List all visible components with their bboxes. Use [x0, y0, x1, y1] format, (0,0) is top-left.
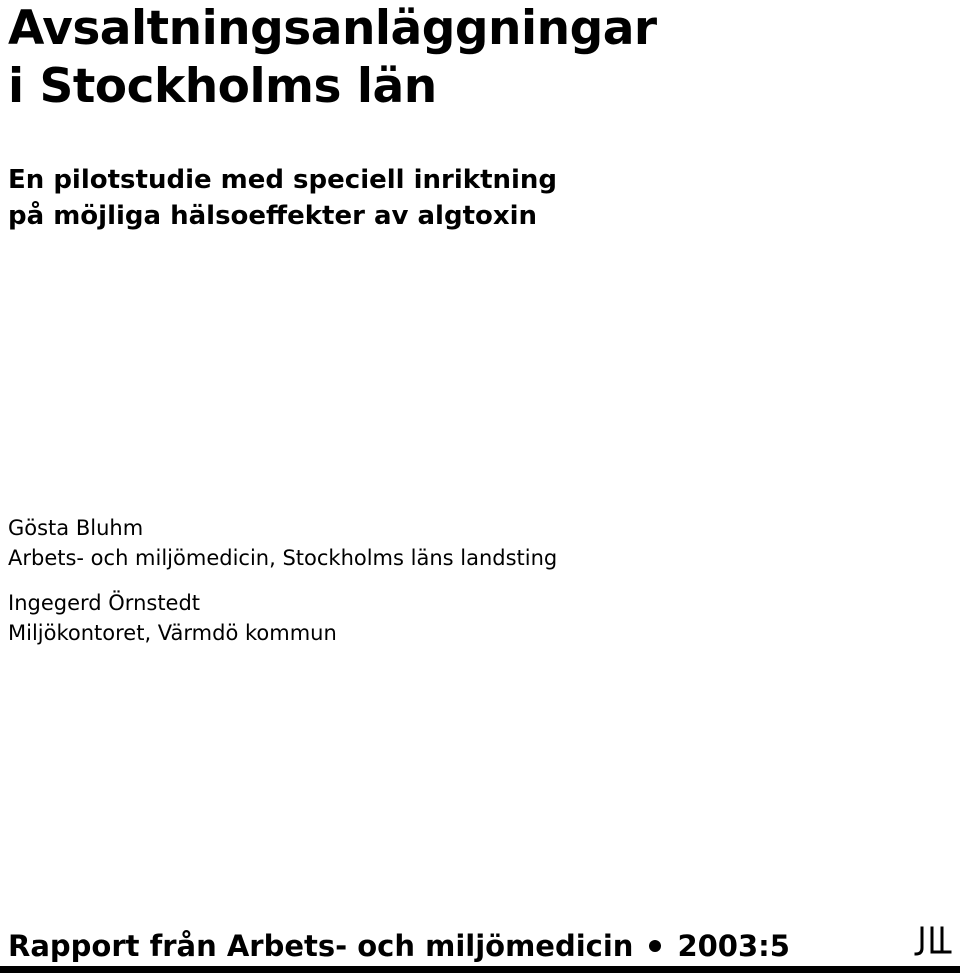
- report-series-name: Rapport från Arbets- och miljömedicin: [8, 929, 634, 963]
- report-number: 2003:5: [677, 929, 790, 963]
- author-block-2: [8, 588, 337, 648]
- report-subtitle: [8, 162, 557, 234]
- sll-logo-icon: [912, 926, 952, 958]
- author-affiliation: Arbets- och miljömedicin, Stockholms läns landsting: [8, 546, 558, 570]
- report-series-footer: [8, 926, 790, 966]
- bullet-dot-icon: [649, 940, 661, 952]
- author-affiliation: Miljökontoret, Värmdö kommun: [8, 621, 337, 645]
- author-name: Ingegerd Örnstedt: [8, 591, 201, 615]
- report-subtitle-line-1: En pilotstudie med speciell inriktning: [8, 165, 558, 195]
- report-title-line-1: Avsaltningsanläggningar: [8, 1, 657, 56]
- author-block-1: [8, 513, 557, 573]
- author-name: Gösta Bluhm: [8, 516, 144, 540]
- report-title: [8, 0, 657, 116]
- report-title-line-2: i Stockholms län: [8, 59, 437, 114]
- report-subtitle-line-2: på möjliga hälsoeffekter av algtoxin: [8, 201, 538, 231]
- footer-rule: [0, 966, 960, 973]
